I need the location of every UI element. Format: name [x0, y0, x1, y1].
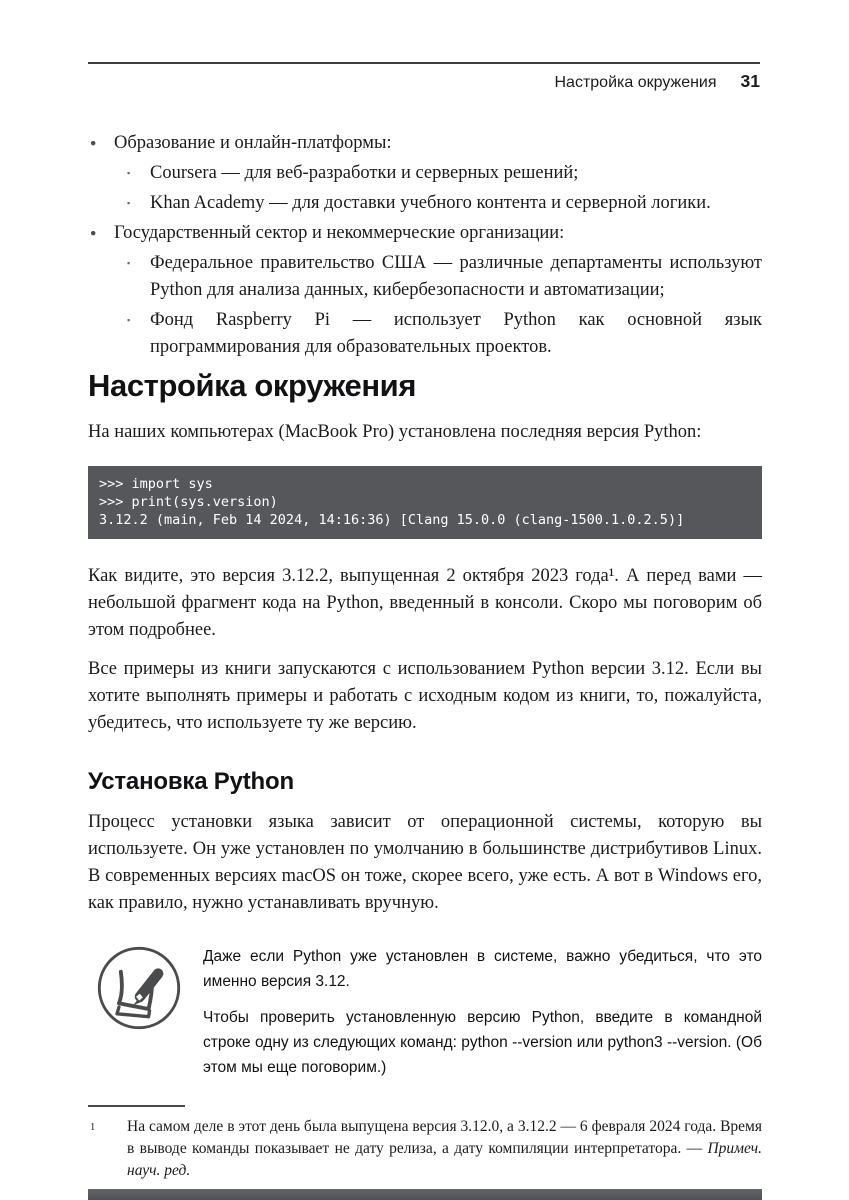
code-line: >>> import sys — [99, 476, 213, 492]
code-block — [88, 466, 762, 539]
bullet-list — [88, 130, 762, 361]
note-pen-icon — [95, 944, 183, 1037]
footnote-attribution: Примеч. науч. ред. — [127, 1140, 762, 1179]
footnote-text — [127, 1116, 762, 1182]
bullet-square-icon: ▪ — [127, 315, 131, 325]
bullet-square-icon: ▪ — [127, 258, 131, 268]
list-item-text: Фонд Raspberry Pi — использует Python как основной язык программирования для образовательных проектов. — [150, 310, 762, 357]
paragraph: Процесс установки языка зависит от операционной системы, которую вы используете. Он уже установлен по умолчанию в большинстве дистрибутивов Linux. В современных версиях macOS он тоже, скорее всего, уже есть. А вот в Windows его, как правило, нужно устанавливать вручную. — [88, 812, 762, 913]
paragraph: Как видите, это версия 3.12.2, выпущенная 2 октября 2023 года¹. А перед вами — небольшой фрагмент кода на Python, введенный в консоли. Скоро мы поговорим об этом подробнее. — [88, 566, 762, 640]
next-code-block-edge — [88, 1189, 762, 1200]
note-paragraph: Чтобы проверить установленную версию Python, введите в командной строке одну из следующих команд: python --version или python3 --version. (Об этом мы еще поговорим.) — [203, 1009, 762, 1076]
code-line: 3.12.2 (main, Feb 14 2024, 14:16:36) [Clang 15.0.0 (clang-1500.1.0.2.5)] — [99, 512, 685, 528]
list-item-label: Образование и онлайн-платформы: — [114, 133, 392, 153]
bullet-square-icon: ▪ — [127, 198, 131, 208]
list-item — [125, 250, 762, 304]
page-number: 31 — [740, 71, 760, 91]
paragraph: Все примеры из книги запускаются с использованием Python версии 3.12. Если вы хотите выполнять примеры и работать с исходным кодом из книги, то, пожалуйста, убедитесь, что используете ту же версию. — [88, 659, 762, 733]
section-heading-environment: Настройка окружения — [88, 368, 417, 403]
list-item-label: Государственный сектор и некоммерческие организации: — [114, 223, 565, 243]
note-text — [203, 944, 762, 1080]
list-item — [125, 307, 762, 361]
code-line: >>> print(sys.version) — [99, 494, 278, 510]
list-item — [125, 160, 762, 187]
list-item-text: Федеральное правительство США — различные департаменты используют Python для анализа данных, кибербезопасности и автоматизации; — [150, 253, 762, 300]
paragraph-lead: На наших компьютерах (MacBook Pro) установлена последняя версия Python: — [88, 422, 702, 442]
list-item-text: Coursera — для веб-разработки и серверных решений; — [150, 163, 579, 183]
page-content — [88, 0, 762, 1182]
note-paragraph: Даже если Python уже установлен в системе, важно убедиться, что это именно версия 3.12. — [203, 948, 762, 990]
footnote-marker: 1 — [90, 1122, 96, 1133]
section-heading-install: Установка Python — [88, 768, 294, 795]
list-item — [88, 130, 762, 157]
footnote-separator — [88, 1105, 185, 1107]
footnote-body: На самом деле в этот день была выпущена версия 3.12.0, а 3.12.2 — 6 февраля 2024 года. Время в выводе команды показывает не дату релиза, а дату компиляции интерпретатора. — — [127, 1118, 762, 1157]
bullet-square-icon: ▪ — [127, 168, 131, 178]
list-item — [125, 190, 762, 217]
note-box — [88, 944, 762, 1080]
bullet-dot-icon: ● — [90, 228, 97, 239]
footnote — [88, 1116, 762, 1182]
list-item-text: Khan Academy — для доставки учебного контента и серверной логики. — [150, 193, 711, 213]
bullet-dot-icon: ● — [90, 138, 97, 149]
list-item — [88, 220, 762, 247]
running-head-title: Настройка окружения — [554, 74, 717, 91]
